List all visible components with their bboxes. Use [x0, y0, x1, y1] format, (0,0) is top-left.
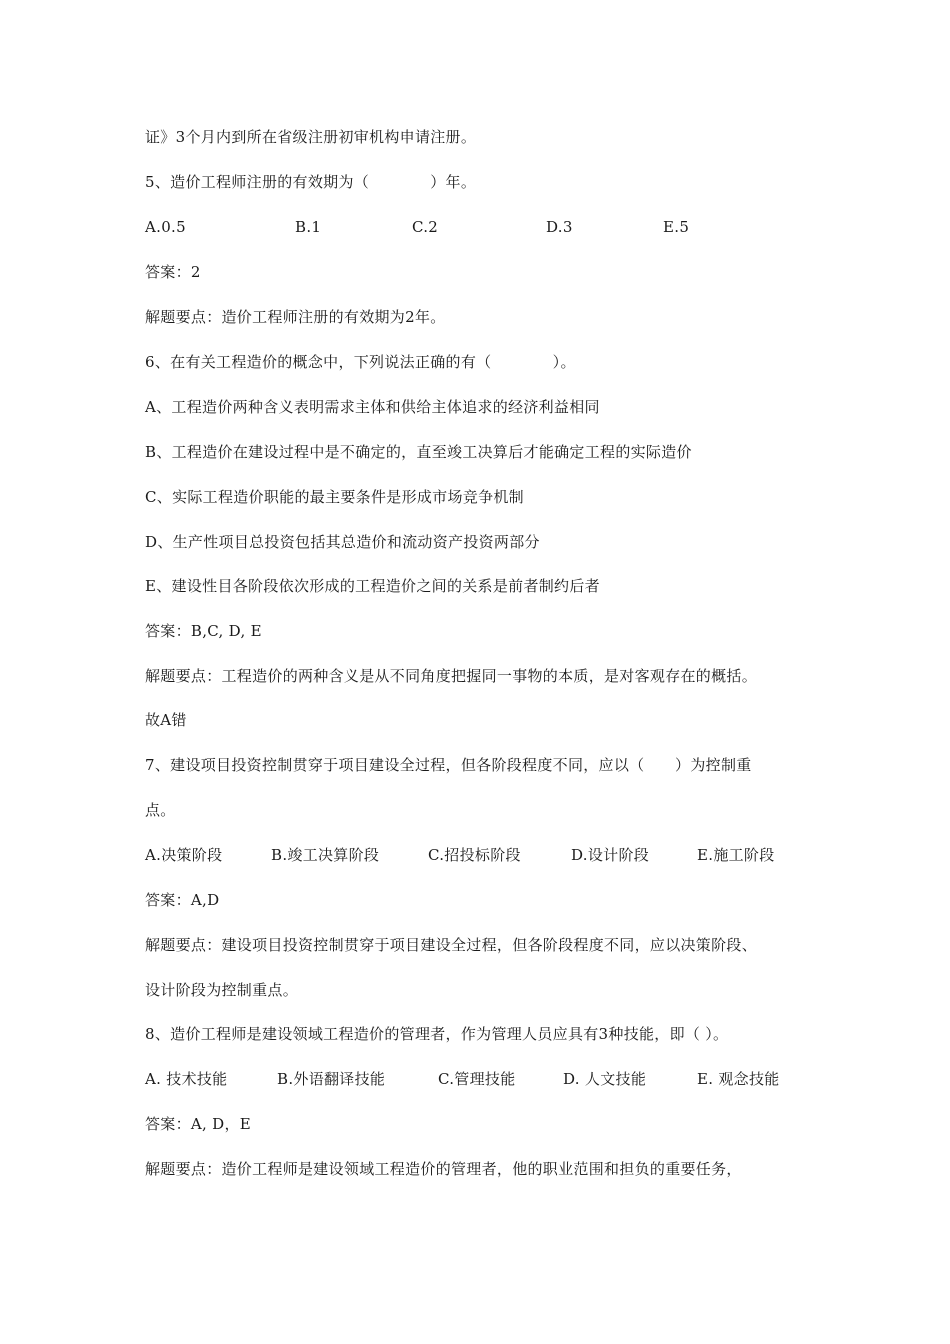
option-e: E. 观念技能 [697, 1070, 780, 1088]
option-b: B.1 [295, 218, 322, 236]
question-7-cont: 点。 [145, 801, 176, 819]
question-8: 8、造价工程师是建设领域工程造价的管理者，作为管理人员应具有3种技能，即（ ）。 [145, 1025, 729, 1043]
option-b: B.竣工决算阶段 [271, 846, 380, 864]
question-7: 7、建设项目投资控制贯穿于项目建设全过程，但各阶段程度不同，应以（ ）为控制重 [145, 756, 752, 774]
question-6: 6、在有关工程造价的概念中，下列说法正确的有（ ）。 [145, 353, 576, 371]
option-d: D. 人文技能 [563, 1070, 647, 1088]
option-c: C、实际工程造价职能的最主要条件是形成市场竞争机制 [145, 488, 524, 506]
option-a: A、工程造价两种含义表明需求主体和供给主体追求的经济利益相同 [145, 398, 600, 416]
option-e: E.5 [663, 218, 690, 236]
question-5: 5、造价工程师注册的有效期为（ ）年。 [145, 173, 477, 191]
explanation-5: 解题要点：造价工程师注册的有效期为2年。 [145, 308, 446, 326]
option-d: D、生产性项目总投资包括其总造价和流动资产投资两部分 [145, 533, 540, 551]
option-d: D.设计阶段 [571, 846, 650, 864]
explanation-7: 解题要点：建设项目投资控制贯穿于项目建设全过程，但各阶段程度不同，应以决策阶段、 [145, 936, 758, 954]
answer-5: 答案：2 [145, 263, 201, 281]
option-c: C.管理技能 [438, 1070, 516, 1088]
option-e: E、建设性目各阶段依次形成的工程造价之间的关系是前者制约后者 [145, 577, 600, 595]
option-e: E.施工阶段 [697, 846, 775, 864]
option-c: C.招投标阶段 [428, 846, 521, 864]
option-b: B、工程造价在建设过程中是不确定的，直至竣工决算后才能确定工程的实际造价 [145, 443, 692, 461]
answer-7: 答案：A,D [145, 891, 220, 909]
explanation-7-cont: 设计阶段为控制重点。 [145, 981, 299, 999]
option-a: A.0.5 [145, 218, 186, 236]
option-a: A.决策阶段 [145, 846, 223, 864]
explanation-6-cont: 故A错 [145, 711, 187, 729]
option-b: B.外语翻译技能 [277, 1070, 386, 1088]
answer-6: 答案：B,C, D, E [145, 622, 262, 640]
option-c: C.2 [412, 218, 439, 236]
text-line: 证》3个月内到所在省级注册初审机构申请注册。 [145, 128, 477, 146]
answer-8: 答案：A, D，E [145, 1115, 252, 1133]
explanation-8: 解题要点：造价工程师是建设领域工程造价的管理者，他的职业范围和担负的重要任务， [145, 1160, 742, 1178]
explanation-6: 解题要点：工程造价的两种含义是从不同角度把握同一事物的本质，是对客观存在的概括。 [145, 667, 758, 685]
option-a: A. 技术技能 [145, 1070, 228, 1088]
option-d: D.3 [546, 218, 573, 236]
